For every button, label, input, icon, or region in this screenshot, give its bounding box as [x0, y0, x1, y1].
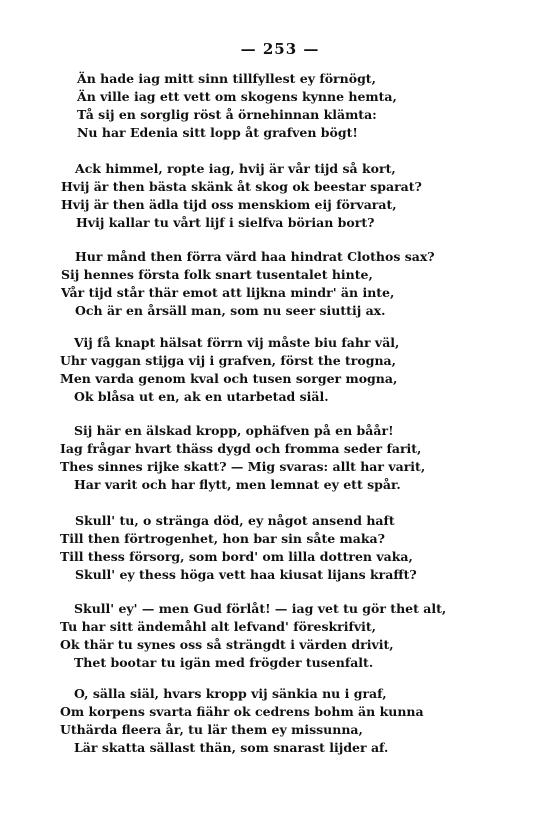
- verse-line: Nu har Edenia sitt lopp åt grafven bögt!: [77, 125, 358, 140]
- verse-line: Vår tijd står thär emot att lijkna mindr' än inte,: [61, 285, 395, 300]
- verse-line: Ok thär tu synes oss så strängdt i värden drivit,: [60, 637, 394, 652]
- verse-line: Thet bootar tu igän med frögder tusenfalt.: [74, 655, 374, 670]
- verse-line: Om korpens svarta fiähr ok cedrens bohm än kunna: [60, 704, 424, 719]
- verse-line: Lär skatta sällast thän, som snarast lijder af.: [74, 740, 389, 755]
- verse-line: Skull' tu, o stränga död, ey något ansend haft: [75, 513, 395, 528]
- verse-line: Tå sij en sorglig röst å örnehinnan klämta:: [77, 107, 377, 122]
- verse-line: Till then förtrogenhet, hon bar sin såte maka?: [60, 531, 385, 546]
- verse-line: Iag frågar hvart thäss dygd och fromma seder farit,: [60, 441, 422, 456]
- verse-line: Ack himmel, ropte iag, hvij är vår tijd så kort,: [75, 161, 396, 176]
- verse-line: Skull' ey' — men Gud förlåt! — iag vet tu gör thet alt,: [74, 601, 447, 616]
- verse-line: Hvij är then bästa skänk åt skog ok beestar sparat?: [61, 179, 422, 194]
- page-number: — 253 —: [240, 40, 320, 58]
- verse-line: Har varit och har flytt, men lemnat ey ett spår.: [74, 477, 401, 492]
- verse-line: Än ville iag ett vett om skogens kynne hemta,: [77, 89, 397, 104]
- verse-line: Skull' ey thess höga vett haa kiusat lijans krafft?: [75, 567, 417, 582]
- verse-line: Sij hennes första folk snart tusentalet hinte,: [61, 267, 373, 282]
- verse-line: Hvij är then ädla tijd oss menskiom eij förvarat,: [61, 197, 397, 212]
- verse-line: Hur månd then förra värd haa hindrat Clothos sax?: [75, 249, 435, 264]
- verse-line: Och är en årsäll man, som nu seer siuttij ax.: [75, 303, 386, 318]
- verse-line: O, sälla siäl, hvars kropp vij sänkia nu i graf,: [74, 686, 387, 701]
- verse-line: Uthärda fleera år, tu lär them ey missunna,: [60, 722, 363, 737]
- verse-line: Tu har sitt ändemåhl alt lefvand' föreskrifvit,: [60, 619, 377, 634]
- verse-line: Ok blåsa ut en, ak en utarbetad siäl.: [74, 389, 329, 404]
- verse-line: Än hade iag mitt sinn tillfyllest ey förnögt,: [77, 71, 376, 86]
- verse-line: Men varda genom kval och tusen sorger mogna,: [60, 371, 398, 386]
- verse-line: Thes sinnes rijke skatt? — Mig svaras: allt har varit,: [60, 459, 426, 474]
- verse-line: Sij här en älskad kropp, ophäfven på en båår!: [74, 423, 394, 438]
- verse-line: Hvij kallar tu vårt lijf i sielfva börian bort?: [76, 215, 375, 230]
- verse-line: Till thess försorg, som bord' om lilla dottren vaka,: [60, 549, 413, 564]
- verse-line: Vij få knapt hälsat förrn vij måste biu fahr väl,: [74, 335, 400, 350]
- verse-line: Uhr vaggan stijga vij i grafven, först the trogna,: [60, 353, 396, 368]
